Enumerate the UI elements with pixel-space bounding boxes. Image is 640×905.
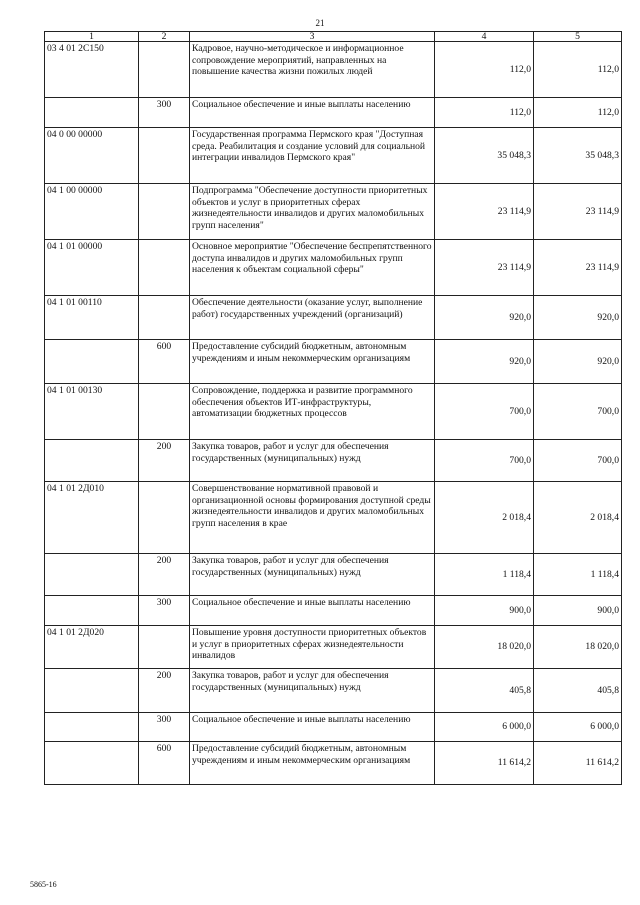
row-expense-type <box>139 626 190 669</box>
row-expense-type: 600 <box>139 340 190 384</box>
table-row <box>45 440 622 482</box>
row-expense-type: 600 <box>139 742 190 785</box>
column-header-3: 3 <box>190 32 435 42</box>
table-row <box>45 713 622 742</box>
column-header-1: 1 <box>45 32 139 42</box>
table-row <box>45 98 622 128</box>
table-row <box>45 669 622 713</box>
row-expense-type <box>139 184 190 240</box>
document-footer-code: 5865-16 <box>30 880 57 889</box>
row-value-col4: 900,0 <box>435 596 534 626</box>
row-value-col4: 1 118,4 <box>435 554 534 596</box>
row-expense-type: 300 <box>139 596 190 626</box>
row-code <box>45 742 139 785</box>
table-row <box>45 482 622 554</box>
row-code: 04 0 00 00000 <box>45 128 139 184</box>
row-value-col5: 112,0 <box>534 42 622 98</box>
row-value-col4: 6 000,0 <box>435 713 534 742</box>
column-header-2: 2 <box>139 32 190 42</box>
row-value-col5: 700,0 <box>534 384 622 440</box>
row-name: Основное мероприятие "Обеспечение беспрепятственного доступа инвалидов и других маломобильных групп населения к объектам социальной сферы" <box>190 240 435 296</box>
row-name: Государственная программа Пермского края "Доступная среда. Реабилитация и создание условий для социальной интеграции инвалидов Пермского края" <box>190 128 435 184</box>
row-code: 04 1 01 00130 <box>45 384 139 440</box>
table-row <box>45 384 622 440</box>
row-expense-type <box>139 42 190 98</box>
row-value-col5: 920,0 <box>534 296 622 340</box>
row-name: Социальное обеспечение и иные выплаты населению <box>190 98 435 128</box>
row-value-col4: 23 114,9 <box>435 240 534 296</box>
row-expense-type <box>139 296 190 340</box>
column-header-5: 5 <box>534 32 622 42</box>
row-name: Закупка товаров, работ и услуг для обеспечения государственных (муниципальных) нужд <box>190 554 435 596</box>
row-expense-type: 200 <box>139 440 190 482</box>
row-name: Повышение уровня доступности приоритетных объектов и услуг в приоритетных сферах жизнедеятельности инвалидов <box>190 626 435 669</box>
row-value-col4: 700,0 <box>435 384 534 440</box>
row-value-col5: 900,0 <box>534 596 622 626</box>
row-code: 04 1 01 00000 <box>45 240 139 296</box>
row-value-col4: 920,0 <box>435 296 534 340</box>
table-row <box>45 596 622 626</box>
row-name: Подпрограмма "Обеспечение доступности приоритетных объектов и услуг в приоритетных сферах жизнедеятельности инвалидов и других маломобильных групп населения" <box>190 184 435 240</box>
row-name: Предоставление субсидий бюджетным, автономным учреждениям и иным некоммерческим организациям <box>190 340 435 384</box>
row-code <box>45 340 139 384</box>
row-value-col4: 2 018,4 <box>435 482 534 554</box>
table-row <box>45 296 622 340</box>
row-code <box>45 554 139 596</box>
table-row <box>45 184 622 240</box>
row-expense-type <box>139 384 190 440</box>
budget-table <box>44 31 622 785</box>
row-value-col5: 23 114,9 <box>534 240 622 296</box>
row-expense-type: 300 <box>139 713 190 742</box>
row-code <box>45 98 139 128</box>
row-value-col5: 6 000,0 <box>534 713 622 742</box>
row-value-col5: 920,0 <box>534 340 622 384</box>
row-expense-type <box>139 128 190 184</box>
column-header-4: 4 <box>435 32 534 42</box>
row-value-col4: 405,8 <box>435 669 534 713</box>
row-expense-type: 200 <box>139 669 190 713</box>
row-value-col4: 700,0 <box>435 440 534 482</box>
row-name: Сопровождение, поддержка и развитие программного обеспечения объектов ИТ-инфраструктуры, автоматизации бюджетных процессов <box>190 384 435 440</box>
row-value-col4: 18 020,0 <box>435 626 534 669</box>
row-value-col5: 112,0 <box>534 98 622 128</box>
row-name: Совершенствование нормативной правовой и организационной основы формирования доступной среды жизнедеятельности инвалидов и других маломобильных групп населения в крае <box>190 482 435 554</box>
row-value-col4: 112,0 <box>435 98 534 128</box>
row-expense-type <box>139 240 190 296</box>
row-value-col5: 2 018,4 <box>534 482 622 554</box>
table-row <box>45 42 622 98</box>
row-value-col4: 23 114,9 <box>435 184 534 240</box>
table-row <box>45 128 622 184</box>
row-name: Закупка товаров, работ и услуг для обеспечения государственных (муниципальных) нужд <box>190 669 435 713</box>
row-value-col5: 18 020,0 <box>534 626 622 669</box>
row-code: 04 1 00 00000 <box>45 184 139 240</box>
row-value-col5: 700,0 <box>534 440 622 482</box>
page-number: 21 <box>315 18 325 28</box>
row-value-col5: 1 118,4 <box>534 554 622 596</box>
row-value-col4: 112,0 <box>435 42 534 98</box>
row-code <box>45 596 139 626</box>
row-expense-type: 300 <box>139 98 190 128</box>
row-value-col5: 11 614,2 <box>534 742 622 785</box>
table-row <box>45 240 622 296</box>
row-code <box>45 669 139 713</box>
row-value-col4: 11 614,2 <box>435 742 534 785</box>
row-value-col5: 23 114,9 <box>534 184 622 240</box>
row-expense-type <box>139 482 190 554</box>
row-name: Кадровое, научно-методическое и информационное сопровождение мероприятий, направленных на повышение качества жизни пожилых людей <box>190 42 435 98</box>
row-name: Социальное обеспечение и иные выплаты населению <box>190 713 435 742</box>
table-row <box>45 626 622 669</box>
row-code: 04 1 01 2Д020 <box>45 626 139 669</box>
table-row <box>45 554 622 596</box>
row-name: Предоставление субсидий бюджетным, автономным учреждениям и иным некоммерческим организациям <box>190 742 435 785</box>
row-code: 03 4 01 2С150 <box>45 42 139 98</box>
header-row <box>45 32 622 42</box>
row-value-col4: 920,0 <box>435 340 534 384</box>
row-expense-type: 200 <box>139 554 190 596</box>
row-code <box>45 713 139 742</box>
row-code: 04 1 01 2Д010 <box>45 482 139 554</box>
row-name: Закупка товаров, работ и услуг для обеспечения государственных (муниципальных) нужд <box>190 440 435 482</box>
row-name: Обеспечение деятельности (оказание услуг, выполнение работ) государственных учреждений (организаций) <box>190 296 435 340</box>
row-value-col5: 35 048,3 <box>534 128 622 184</box>
row-value-col4: 35 048,3 <box>435 128 534 184</box>
row-value-col5: 405,8 <box>534 669 622 713</box>
row-code <box>45 440 139 482</box>
table-row <box>45 742 622 785</box>
row-name: Социальное обеспечение и иные выплаты населению <box>190 596 435 626</box>
table-row <box>45 340 622 384</box>
row-code: 04 1 01 00110 <box>45 296 139 340</box>
